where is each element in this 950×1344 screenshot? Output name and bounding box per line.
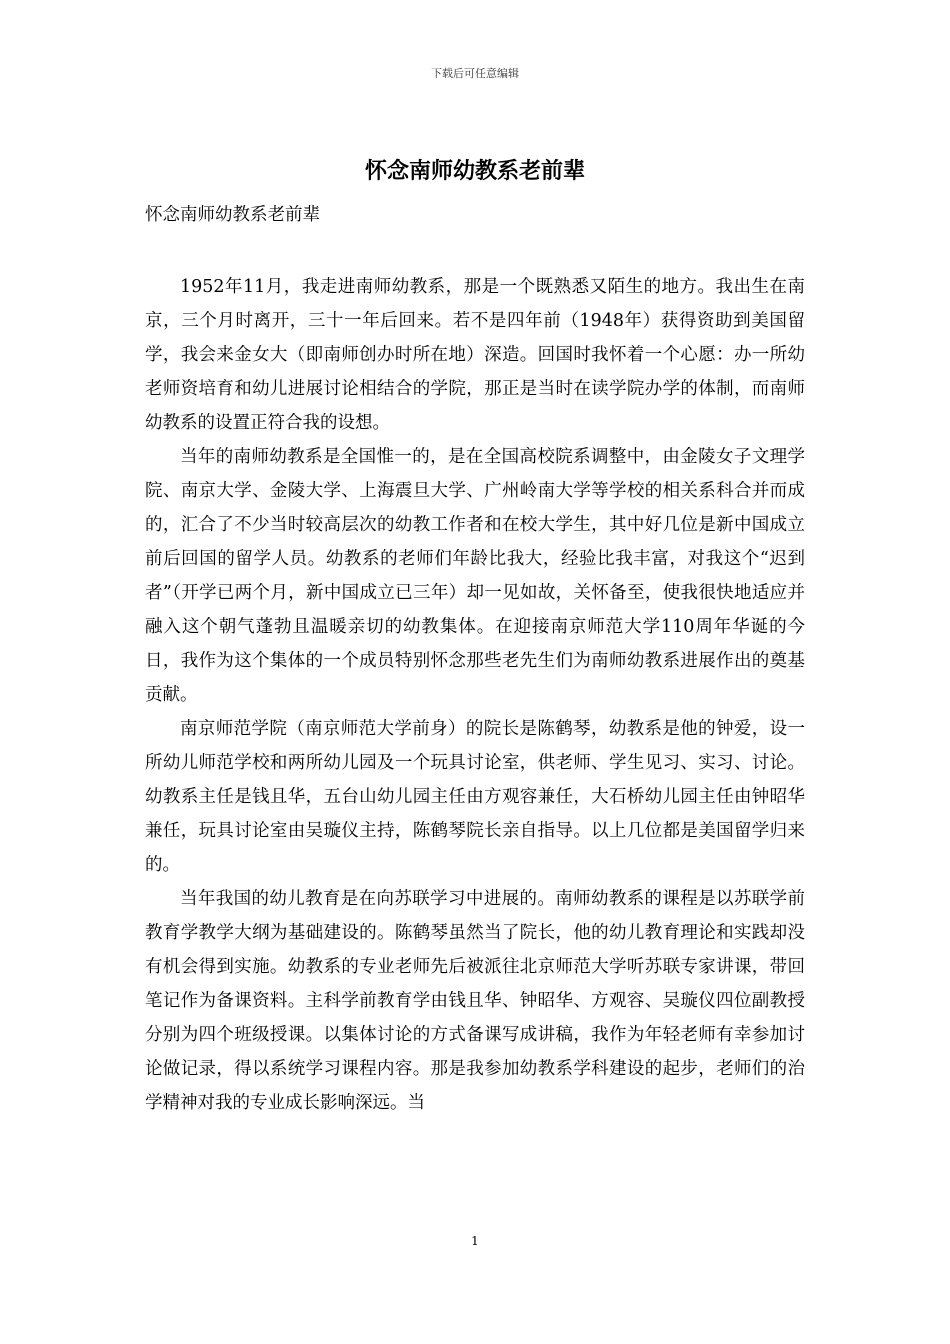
body-paragraph: 1952年11月，我走进南师幼教系，那是一个既熟悉又陌生的地方。我出生在南京，三个月时离开，三十一年后回来。若不是四年前（1948年）获得资助到美国留学，我会来金女大（即南师创办时所在地）深造。回国时我怀着一个心愿：办一所幼老师资培育和幼儿进展讨论相结合的学院，那正是当时在读学院办学的体制，而南师幼教系的设置正符合我的设想。 [145,277,805,433]
body-paragraph: 当年的南师幼教系是全国惟一的，是在全国高校院系调整中，由金陵女子文理学院、南京大学、金陵大学、上海震旦大学、广州岭南大学等学校的相关系科合并而成的，汇合了不少当时较高层次的幼教工作者和在校大学生，其中好几位是新中国成立前后回国的留学人员。幼教系的老师们年龄比我大，经验比我丰富，对我这个“迟到者”（开学已两个月，新中国成立已三年）却一见如故，关怀备至，使我很快地适应并融入这个朝气蓬勃且温暖亲切的幼教集体。在迎接南京师范大学110周年华诞的今日，我作为这个集体的一个成员特别怀念那些老先生们为南师幼教系进展作出的奠基贡献。 [145,447,805,705]
page-header-note: 下载后可任意编辑 [431,67,519,80]
page-number: 1 [471,1234,479,1248]
document-body [145,270,805,1120]
document-subtitle: 怀念南师幼教系老前辈 [145,205,320,225]
document-title: 怀念南师幼教系老前辈 [364,158,585,184]
body-paragraph: 南京师范学院（南京师范大学前身）的院长是陈鹤琴，幼教系是他的钟爱，设一所幼儿师范学校和两所幼儿园及一个玩具讨论室，供老师、学生见习、实习、讨论。幼教系主任是钱且华，五台山幼儿园主任由方观容兼任，大石桥幼儿园主任由钟昭华兼任，玩具讨论室由吴璇仪主持，陈鹤琴院长亲自指导。以上几位都是美国留学归来的。 [145,719,805,875]
body-paragraph: 当年我国的幼儿教育是在向苏联学习中进展的。南师幼教系的课程是以苏联学前教育学教学大纲为基础建设的。陈鹤琴虽然当了院长，他的幼儿教育理论和实践却没有机会得到实施。幼教系的专业老师先后被派往北京师范大学听苏联专家讲课，带回笔记作为备课资料。主科学前教育学由钱且华、钟昭华、方观容、吴璇仪四位副教授分别为四个班级授课。以集体讨论的方式备课写成讲稿，我作为年轻老师有幸参加讨论做记录，得以系统学习课程内容。那是我参加幼教系学科建设的起步，老师们的治学精神对我的专业成长影响深远。当 [145,889,805,1113]
